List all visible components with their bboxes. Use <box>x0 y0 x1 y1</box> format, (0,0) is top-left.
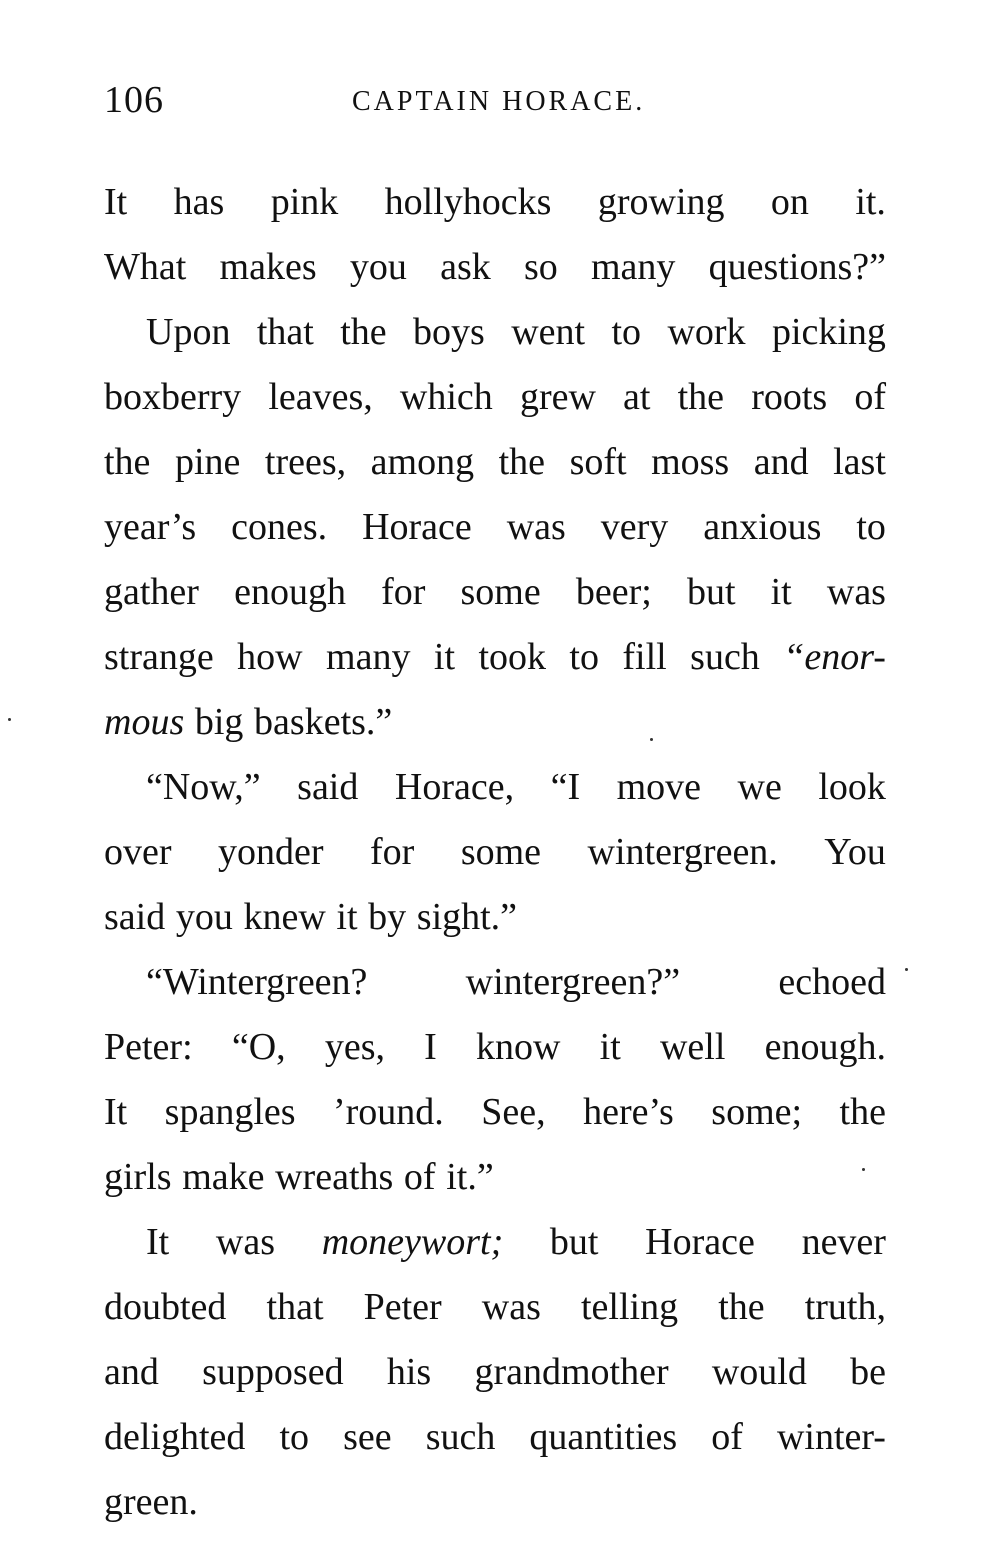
word: quantities <box>529 1416 678 1458</box>
text-line <box>104 690 886 755</box>
word: move <box>616 766 702 808</box>
word: of <box>854 376 886 418</box>
text-line <box>104 1340 886 1405</box>
word: well <box>659 1026 726 1068</box>
word: grew <box>519 376 596 418</box>
word: last <box>833 441 886 483</box>
word: growing <box>597 181 725 223</box>
word: such <box>690 636 760 678</box>
word: said <box>297 766 359 808</box>
text-line <box>104 1015 886 1080</box>
word: look <box>818 766 886 808</box>
word: would <box>711 1351 807 1393</box>
word: green. <box>104 1481 198 1523</box>
text-line <box>104 1145 886 1210</box>
text-line <box>104 625 886 690</box>
word: among <box>370 441 475 483</box>
scan-speck <box>862 1168 865 1171</box>
word: yonder <box>218 831 324 873</box>
word: Peter: <box>104 1026 193 1068</box>
text-line <box>104 300 886 365</box>
word: to <box>611 311 642 353</box>
word: You <box>824 831 886 873</box>
word: at <box>623 376 651 418</box>
word: “Wintergreen? <box>146 961 368 1003</box>
word: over <box>104 831 172 873</box>
word: hollyhocks <box>384 181 552 223</box>
word: know <box>476 1026 561 1068</box>
word: it <box>599 1026 621 1068</box>
word: See, <box>481 1091 546 1133</box>
word: Upon <box>146 311 231 353</box>
word: was <box>215 1221 276 1263</box>
word: it.” <box>446 1156 494 1198</box>
word: by <box>368 896 407 938</box>
scan-speck <box>8 718 11 721</box>
word: anxious <box>703 506 822 548</box>
text-line <box>104 1470 886 1535</box>
word: and <box>753 441 809 483</box>
word: questions?” <box>708 246 886 288</box>
word: the <box>677 376 725 418</box>
word: “I <box>550 766 581 808</box>
word: work <box>667 311 746 353</box>
running-title: CAPTAIN HORACE. <box>352 86 646 117</box>
word: to <box>279 1416 310 1458</box>
word: winter- <box>776 1416 886 1458</box>
word: moss <box>651 441 730 483</box>
word: mous <box>104 701 185 743</box>
text-line <box>104 495 886 560</box>
text-line <box>104 170 886 235</box>
word: moneywort; <box>321 1221 504 1263</box>
word: the <box>839 1091 886 1133</box>
word: it. <box>855 181 886 223</box>
word: ’round. <box>333 1091 444 1133</box>
word: but <box>549 1221 599 1263</box>
word: “enor- <box>783 636 886 678</box>
word: the <box>718 1286 765 1328</box>
word: Peter <box>363 1286 442 1328</box>
word: year’s <box>104 506 197 548</box>
word: on <box>770 181 809 223</box>
text-line <box>104 235 886 300</box>
text-line <box>104 755 886 820</box>
word: picking <box>771 311 886 353</box>
word: never <box>801 1221 886 1263</box>
word: very <box>600 506 669 548</box>
word: cones. <box>231 506 328 548</box>
word: boys <box>413 311 485 353</box>
word: “O, <box>231 1026 286 1068</box>
word: of <box>711 1416 743 1458</box>
word: yes, <box>324 1026 385 1068</box>
word: pine <box>174 441 241 483</box>
word: delighted <box>104 1416 246 1458</box>
page-number: 106 <box>104 79 164 121</box>
word: What <box>104 246 187 288</box>
word: it <box>336 896 358 938</box>
word: so <box>523 246 558 288</box>
word: took <box>478 636 546 678</box>
text-line <box>104 885 886 950</box>
word: but <box>686 571 736 613</box>
word: trees, <box>264 441 347 483</box>
word: Horace <box>362 506 472 548</box>
word: wreaths <box>275 1156 394 1198</box>
word: for <box>381 571 426 613</box>
word: was <box>506 506 566 548</box>
word: Horace <box>645 1221 755 1263</box>
word: that <box>266 1286 324 1328</box>
word: pink <box>270 181 339 223</box>
word: It <box>146 1221 170 1263</box>
word: has <box>173 181 225 223</box>
text-line <box>104 1275 886 1340</box>
word: makes <box>219 246 317 288</box>
word: I <box>424 1026 437 1068</box>
text-line <box>104 820 886 885</box>
text-line <box>104 430 886 495</box>
text-line <box>104 1080 886 1145</box>
word: some <box>460 571 541 613</box>
word: gather <box>104 571 199 613</box>
word: see <box>343 1416 392 1458</box>
word: to <box>856 506 886 548</box>
word: said <box>104 896 166 938</box>
word: to <box>569 636 599 678</box>
word: boxberry <box>104 376 242 418</box>
word: it <box>770 571 792 613</box>
word: strange <box>104 636 214 678</box>
word: big <box>194 701 244 743</box>
word: echoed <box>778 961 886 1003</box>
word: that <box>256 311 314 353</box>
word: many <box>326 636 411 678</box>
word: beer; <box>575 571 652 613</box>
text-line <box>104 365 886 430</box>
word: it <box>433 636 456 678</box>
word: make <box>182 1156 265 1198</box>
word: Horace, <box>394 766 515 808</box>
word: girls <box>104 1156 172 1198</box>
word: the <box>340 311 387 353</box>
word: many <box>591 246 676 288</box>
word: ask <box>440 246 491 288</box>
text-line <box>104 1405 886 1470</box>
body-text <box>104 170 886 1535</box>
word: the <box>498 441 546 483</box>
word: some; <box>711 1091 803 1133</box>
word: baskets.” <box>254 701 393 743</box>
word: some <box>460 831 542 873</box>
word: doubted <box>104 1286 227 1328</box>
scan-speck <box>650 738 653 741</box>
text-line <box>104 950 886 1015</box>
word: here’s <box>583 1091 674 1133</box>
text-line <box>104 560 886 625</box>
word: spangles <box>164 1091 296 1133</box>
page-header <box>104 78 886 122</box>
word: how <box>237 636 303 678</box>
word: was <box>826 571 886 613</box>
word: It <box>104 1091 128 1133</box>
word: and <box>104 1351 159 1393</box>
word: which <box>399 376 493 418</box>
word: wintergreen. <box>587 831 778 873</box>
word: It <box>104 181 128 223</box>
word: fill <box>622 636 667 678</box>
word: truth, <box>804 1286 886 1328</box>
word: you <box>349 246 407 288</box>
word: sight.” <box>416 896 518 938</box>
word: enough <box>234 571 346 613</box>
word: grandmother <box>474 1351 669 1393</box>
word: we <box>737 766 782 808</box>
word: you <box>175 896 233 938</box>
word: enough. <box>764 1026 886 1068</box>
scan-speck <box>905 968 908 971</box>
word: soft <box>569 441 627 483</box>
word: supposed <box>202 1351 344 1393</box>
word: the <box>104 441 151 483</box>
word: be <box>850 1351 886 1393</box>
word: knew <box>243 896 326 938</box>
word: leaves, <box>268 376 373 418</box>
word: “Now,” <box>146 766 261 808</box>
word: roots <box>751 376 828 418</box>
word: telling <box>580 1286 679 1328</box>
word: wintergreen?” <box>465 961 681 1003</box>
word: his <box>386 1351 432 1393</box>
word: for <box>370 831 415 873</box>
text-line <box>104 1210 886 1275</box>
word: was <box>481 1286 541 1328</box>
word: such <box>425 1416 496 1458</box>
word: of <box>403 1156 436 1198</box>
word: went <box>511 311 586 353</box>
